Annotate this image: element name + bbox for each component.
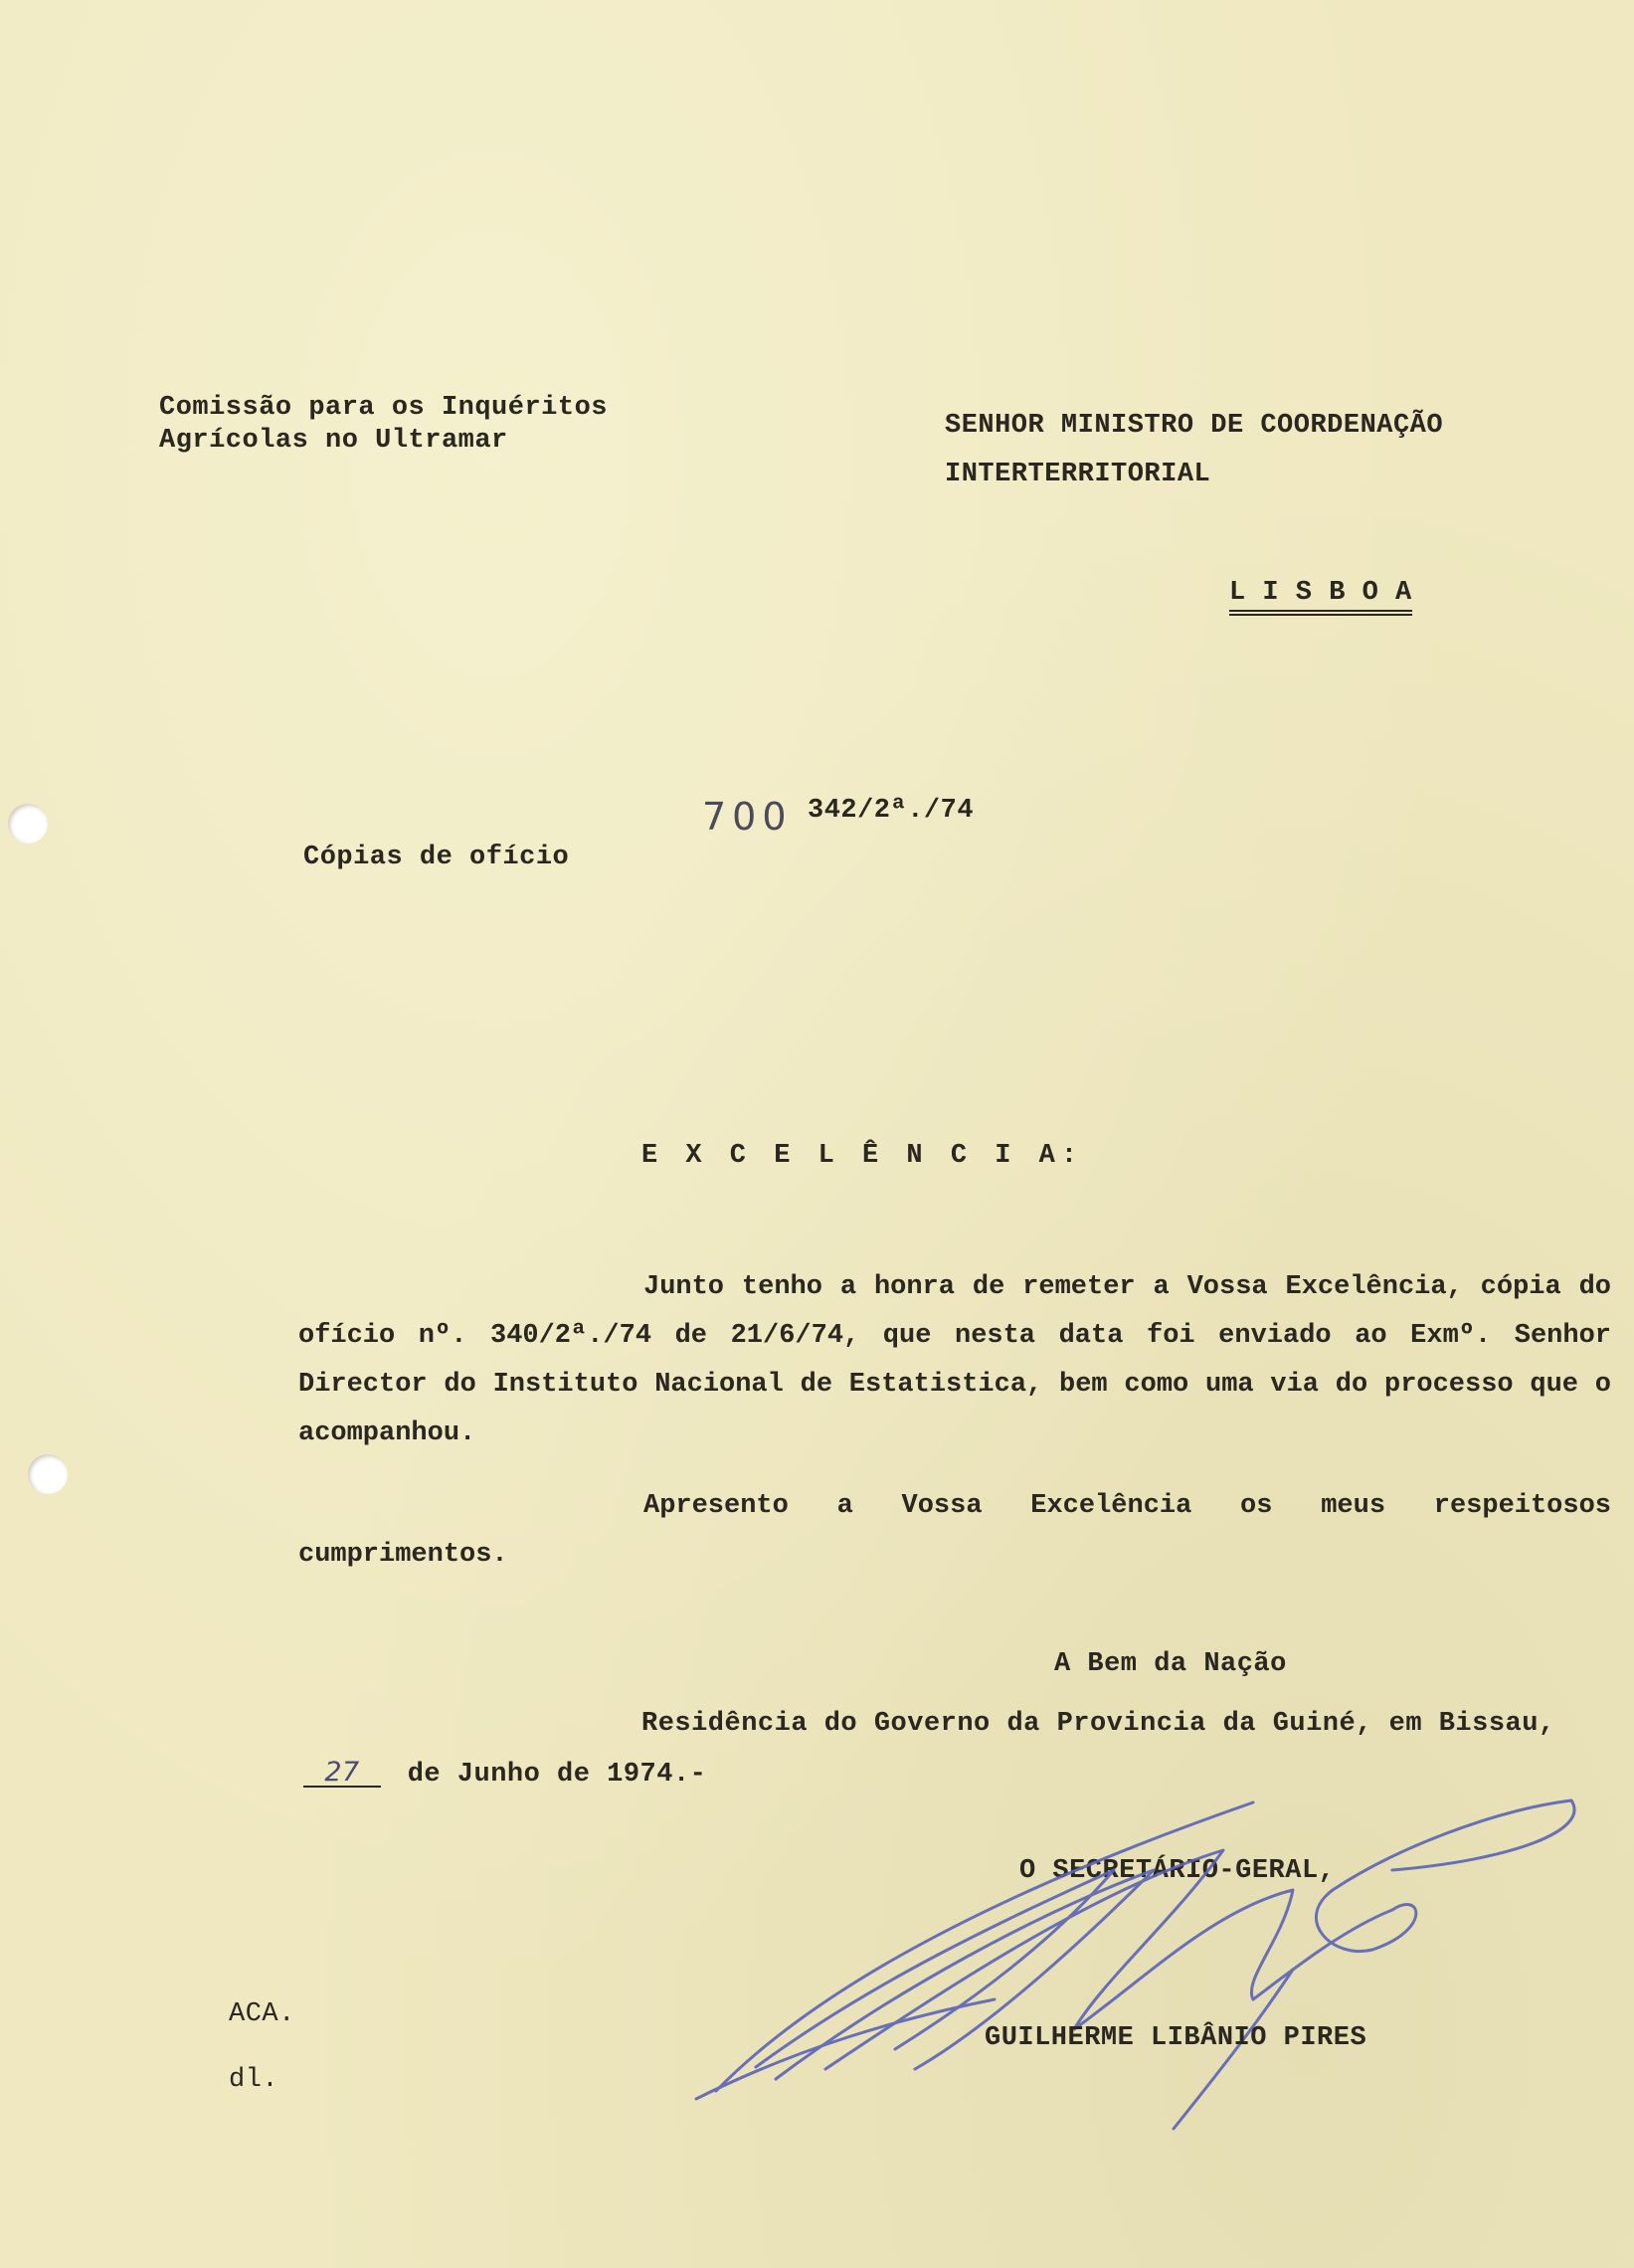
salutation: E X C E L Ê N C I A: bbox=[641, 1141, 1084, 1171]
closing-motto: A Bem da Nação bbox=[1054, 1649, 1287, 1679]
punch-hole-bottom bbox=[28, 1454, 68, 1494]
recipient-line-2: INTERTERRITORIAL bbox=[945, 460, 1211, 489]
body-paragraph-1 bbox=[298, 1263, 1611, 1458]
closing-place: Residência do Governo da Provincia da Guiné, em Bissau, bbox=[641, 1709, 1555, 1739]
recipient-city bbox=[1229, 580, 1412, 607]
reference-number: 342/2ª./74 bbox=[808, 796, 975, 826]
body-paragraph-2-text: Apresento a Vossa Excelência os meus respeitosos cumprimentos. bbox=[298, 1491, 1611, 1570]
sender-line-2: Agrícolas no Ultramar bbox=[159, 426, 508, 456]
body-paragraph-1-text: Junto tenho a honra de remeter a Vossa Excelência, cópia do ofício nº. 340/2ª./74 de 21/6/74, que nesta data foi enviado ao Exmº. Senhor Director do Instituto Nacional de Estatistica, bem como uma via do processo que o acompanhou. bbox=[298, 1272, 1611, 1448]
initials-line-1: ACA. bbox=[229, 1999, 295, 2029]
subject: Cópias de ofício bbox=[303, 843, 570, 872]
punch-hole-top bbox=[8, 804, 48, 844]
date-rest: de Junho de 1974.- bbox=[407, 1760, 707, 1790]
sender-line-1: Comissão para os Inquéritos bbox=[159, 393, 608, 423]
recipient-line-1: SENHOR MINISTRO DE COORDENAÇÃO bbox=[945, 411, 1444, 441]
closing-date bbox=[303, 1759, 706, 1789]
signatory-name: GUILHERME LIBÂNIO PIRES bbox=[985, 2023, 1367, 2053]
recipient-city-text: L I S B O A bbox=[1229, 578, 1412, 616]
date-day-handwritten: 27 bbox=[303, 1759, 381, 1788]
body-paragraph-2 bbox=[298, 1482, 1611, 1580]
reference-stamp-number: 700 bbox=[702, 795, 793, 839]
initials-line-2: dl. bbox=[229, 2065, 279, 2095]
signatory-title: O SECRETÁRIO-GERAL, bbox=[1019, 1856, 1336, 1886]
